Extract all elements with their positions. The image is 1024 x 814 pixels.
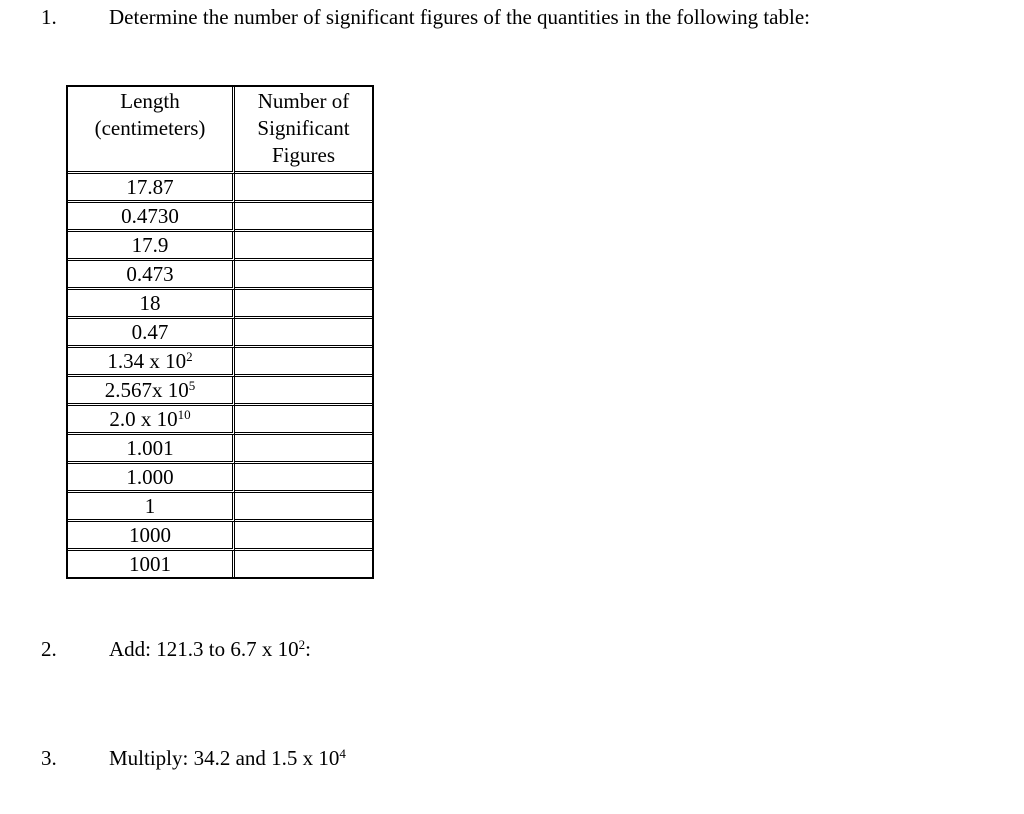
table-row: [68, 522, 372, 551]
table-row: [68, 493, 372, 522]
length-header-line: Length: [120, 89, 180, 113]
table-row: [68, 290, 372, 319]
table-row: [68, 261, 372, 290]
question-2-text-main: Add: 121.3 to 6.7 x 10: [109, 637, 299, 661]
question-2-number: 2.: [41, 637, 57, 661]
length-exponent: 2: [186, 349, 193, 364]
question-1-text: Determine the number of significant figures of the quantities in the following table:: [109, 5, 810, 29]
length-cell: [68, 290, 235, 319]
length-value: 1.001: [126, 436, 174, 460]
length-cell: [68, 522, 235, 551]
table-row: [68, 232, 372, 261]
table-row: [68, 203, 372, 232]
table-row: [68, 551, 372, 577]
length-cell: [68, 203, 235, 232]
question-2-text: [109, 636, 311, 663]
table-row: [68, 435, 372, 464]
length-value: 2.567x 10: [104, 378, 189, 402]
sigfig-answer-cell[interactable]: [235, 348, 372, 377]
length-value: 0.473: [126, 262, 174, 286]
length-cell: [68, 493, 235, 522]
length-exponent: 5: [188, 378, 196, 393]
length-value: 17.87: [126, 175, 174, 199]
question-2-exponent: 2: [298, 637, 306, 652]
length-header-line: (centimeters): [94, 116, 206, 140]
length-cell: [68, 261, 235, 290]
length-cell: [68, 377, 235, 406]
table-row: [68, 174, 372, 203]
sigfig-answer-cell[interactable]: [235, 406, 372, 435]
length-value: 0.4730: [121, 204, 179, 228]
sigfig-answer-cell[interactable]: [235, 464, 372, 493]
length-value: 1: [144, 494, 156, 518]
sigfig-answer-cell[interactable]: [235, 319, 372, 348]
table-row: [68, 348, 372, 377]
length-cell: [68, 551, 235, 577]
length-value: 1001: [129, 552, 171, 576]
sigfig-answer-cell[interactable]: [235, 232, 372, 261]
sigfig-header-line: Number of: [257, 89, 350, 113]
sigfig-header-line: Significant: [257, 116, 350, 140]
table-row: [68, 464, 372, 493]
sigfig-answer-cell[interactable]: [235, 493, 372, 522]
length-cell: [68, 464, 235, 493]
table-row: [68, 319, 372, 348]
question-3-exponent: 4: [339, 746, 346, 761]
length-value: 18: [139, 291, 161, 315]
length-value: 1.000: [126, 465, 174, 489]
sigfig-answer-cell[interactable]: [235, 203, 372, 232]
sigfig-answer-cell[interactable]: [235, 261, 372, 290]
table-row: [68, 406, 372, 435]
sigfig-header-line: Figures: [272, 143, 335, 167]
sigfig-answer-cell[interactable]: [235, 377, 372, 406]
length-column-header: [68, 87, 235, 174]
length-value: 1000: [129, 523, 171, 547]
sigfig-answer-cell[interactable]: [235, 551, 372, 577]
table-header-row: [68, 87, 372, 174]
question-3-number: 3.: [41, 746, 57, 770]
sigfig-column-header: [235, 87, 372, 174]
length-cell: [68, 348, 235, 377]
question-2-text-end: :: [305, 637, 311, 661]
length-cell: [68, 319, 235, 348]
sigfig-answer-cell[interactable]: [235, 522, 372, 551]
significant-figures-table: [66, 85, 374, 579]
length-cell: [68, 174, 235, 203]
length-value: 0.47: [131, 320, 169, 344]
length-value: 17.9: [131, 233, 169, 257]
table-row: [68, 377, 372, 406]
length-exponent: 10: [177, 407, 191, 422]
length-value: 1.34 x 10: [107, 349, 187, 373]
question-1-number: 1.: [41, 5, 57, 29]
length-cell: [68, 232, 235, 261]
length-value: 2.0 x 10: [109, 407, 178, 431]
length-cell: [68, 435, 235, 464]
question-3-text-main: Multiply: 34.2 and 1.5 x 10: [109, 746, 340, 770]
sigfig-answer-cell[interactable]: [235, 174, 372, 203]
sigfig-answer-cell[interactable]: [235, 435, 372, 464]
question-3-text: [109, 745, 346, 772]
sigfig-answer-cell[interactable]: [235, 290, 372, 319]
length-cell: [68, 406, 235, 435]
